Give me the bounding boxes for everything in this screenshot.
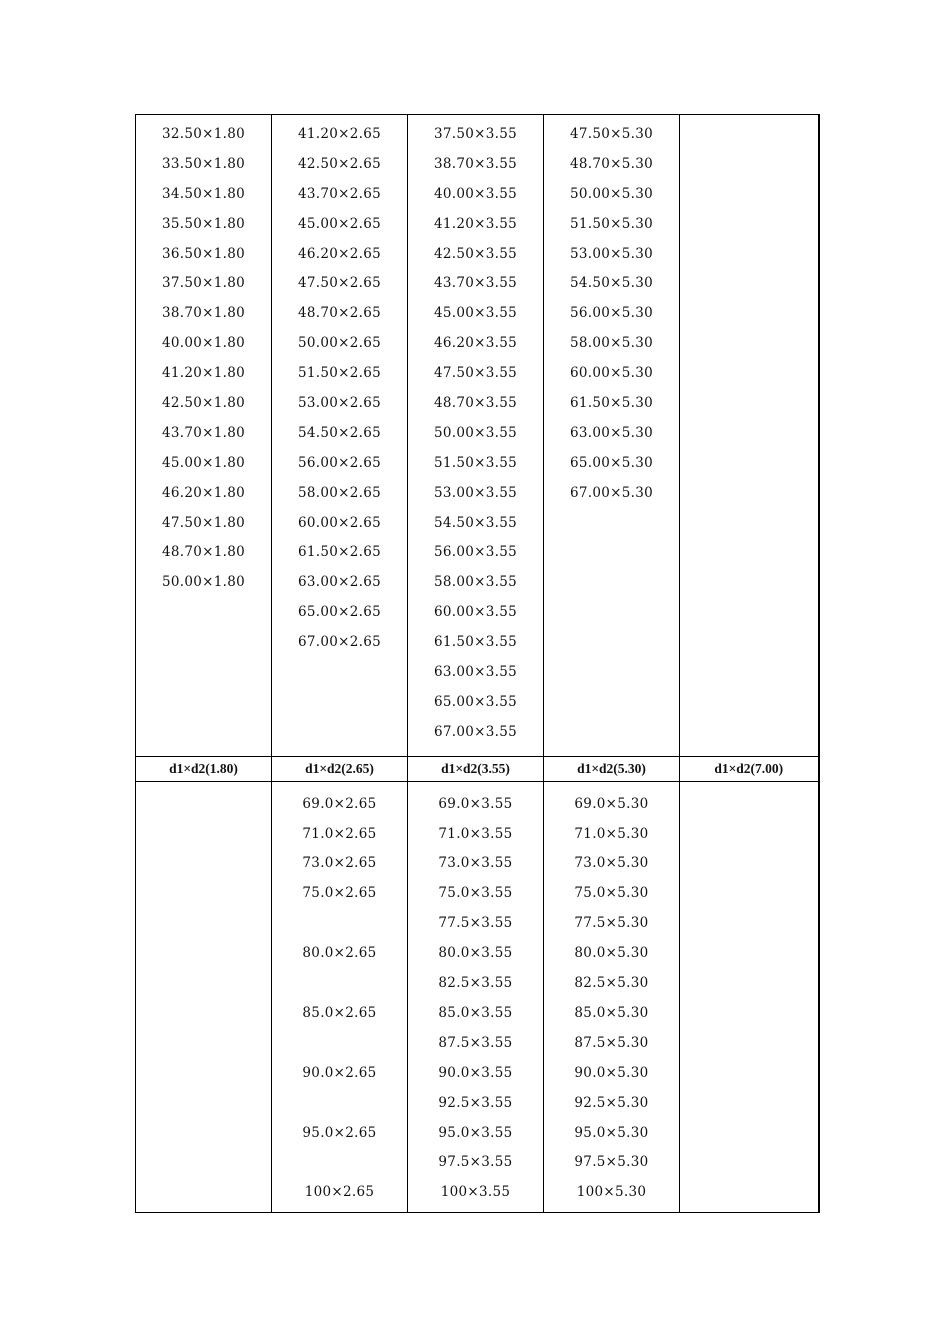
size-entry bbox=[680, 824, 818, 854]
size-entry: 36.50×1.80 bbox=[161, 245, 246, 262]
size-entry: 92.5×3.55 bbox=[438, 1094, 513, 1111]
size-entry: 67.00×2.65 bbox=[297, 634, 382, 651]
bottom-column-1.80 bbox=[136, 781, 272, 1212]
size-entry: 56.00×5.30 bbox=[569, 305, 654, 322]
size-entry: 77.5×5.30 bbox=[574, 915, 649, 932]
size-entry: 95.0×2.65 bbox=[302, 1124, 377, 1141]
size-entry bbox=[680, 1152, 818, 1182]
size-entry: 40.00×3.55 bbox=[433, 185, 518, 202]
size-entry: 58.00×2.65 bbox=[297, 484, 382, 501]
size-entry: 33.50×1.80 bbox=[161, 155, 246, 172]
size-entry bbox=[272, 1093, 407, 1123]
size-entry: 34.50×1.80 bbox=[161, 185, 246, 202]
size-entry bbox=[272, 1033, 407, 1063]
size-entry: 100×3.55 bbox=[440, 1184, 511, 1201]
header-cell: d1×d2(5.30) bbox=[544, 756, 680, 781]
size-entry bbox=[680, 943, 818, 973]
size-entry: 51.50×2.65 bbox=[297, 365, 382, 382]
size-entry bbox=[136, 824, 271, 854]
size-entry bbox=[680, 883, 818, 913]
header-cell: d1×d2(1.80) bbox=[136, 756, 272, 781]
size-entry: 46.20×3.55 bbox=[433, 335, 518, 352]
size-entry: 65.00×3.55 bbox=[433, 693, 518, 710]
size-entry bbox=[680, 1093, 818, 1123]
size-entry: 95.0×5.30 bbox=[574, 1124, 649, 1141]
size-entry: 90.0×5.30 bbox=[574, 1064, 649, 1081]
size-entry: 43.70×2.65 bbox=[297, 185, 382, 202]
size-entry: 50.00×2.65 bbox=[297, 335, 382, 352]
size-entry: 48.70×2.65 bbox=[297, 305, 382, 322]
size-entry: 60.00×5.30 bbox=[569, 365, 654, 382]
size-entry: 51.50×3.55 bbox=[433, 454, 518, 471]
size-entry bbox=[136, 913, 271, 943]
size-entry bbox=[680, 913, 818, 943]
size-entry: 60.00×3.55 bbox=[433, 604, 518, 621]
size-entry: 95.0×3.55 bbox=[438, 1124, 513, 1141]
size-entry bbox=[136, 1093, 271, 1123]
size-entry: 38.70×3.55 bbox=[433, 155, 518, 172]
size-entry: 97.5×5.30 bbox=[574, 1154, 649, 1171]
size-entry: 42.50×3.55 bbox=[433, 245, 518, 262]
size-entry: 54.50×3.55 bbox=[433, 514, 518, 531]
size-entry: 46.20×2.65 bbox=[297, 245, 382, 262]
size-entry bbox=[136, 943, 271, 973]
size-entry: 67.00×5.30 bbox=[569, 484, 654, 501]
size-entry: 35.50×1.80 bbox=[161, 215, 246, 232]
size-entry: 50.00×1.80 bbox=[161, 574, 246, 591]
size-entry bbox=[136, 973, 271, 1003]
size-entry: 71.0×3.55 bbox=[438, 825, 513, 842]
size-entry: 73.0×5.30 bbox=[574, 855, 649, 872]
size-entry: 45.00×3.55 bbox=[433, 305, 518, 322]
size-entry: 69.0×2.65 bbox=[302, 795, 377, 812]
size-entry: 87.5×5.30 bbox=[574, 1034, 649, 1051]
size-entry bbox=[136, 853, 271, 883]
size-entry: 85.0×5.30 bbox=[574, 1004, 649, 1021]
size-entry: 100×2.65 bbox=[304, 1184, 375, 1201]
bottom-column-2.65 bbox=[272, 781, 408, 1212]
top-column-7.00 bbox=[680, 115, 819, 757]
size-entry: 80.0×5.30 bbox=[574, 945, 649, 962]
size-entry bbox=[136, 1033, 271, 1063]
size-entry: 54.50×5.30 bbox=[569, 275, 654, 292]
bottom-column-5.30 bbox=[544, 781, 680, 1212]
size-entry: 69.0×5.30 bbox=[574, 795, 649, 812]
size-entry: 90.0×3.55 bbox=[438, 1064, 513, 1081]
size-entry: 71.0×5.30 bbox=[574, 825, 649, 842]
oring-size-table-page bbox=[135, 114, 818, 1213]
size-entry: 47.50×1.80 bbox=[161, 514, 246, 531]
size-entry: 82.5×5.30 bbox=[574, 975, 649, 992]
size-entry: 56.00×2.65 bbox=[297, 454, 382, 471]
size-entry: 48.70×1.80 bbox=[161, 544, 246, 561]
size-entry: 37.50×1.80 bbox=[161, 275, 246, 292]
size-entry: 92.5×5.30 bbox=[574, 1094, 649, 1111]
size-entry: 61.50×2.65 bbox=[297, 544, 382, 561]
size-entry: 100×5.30 bbox=[576, 1184, 647, 1201]
size-entry: 80.0×3.55 bbox=[438, 945, 513, 962]
top-column-5.30 bbox=[544, 115, 680, 757]
size-entry: 71.0×2.65 bbox=[302, 825, 377, 842]
size-entry: 90.0×2.65 bbox=[302, 1064, 377, 1081]
size-entry: 63.00×3.55 bbox=[433, 664, 518, 681]
size-entry bbox=[272, 1152, 407, 1182]
size-entry bbox=[680, 1033, 818, 1063]
top-section-row bbox=[136, 115, 819, 757]
size-entry: 42.50×2.65 bbox=[297, 155, 382, 172]
size-entry: 32.50×1.80 bbox=[161, 126, 246, 142]
header-cell: d1×d2(7.00) bbox=[680, 756, 819, 781]
size-entry: 58.00×3.55 bbox=[433, 574, 518, 591]
size-entry bbox=[136, 883, 271, 913]
size-entry: 77.5×3.55 bbox=[438, 915, 513, 932]
size-entry: 82.5×3.55 bbox=[438, 975, 513, 992]
size-entry: 45.00×1.80 bbox=[161, 454, 246, 471]
size-entry bbox=[136, 794, 271, 824]
size-entry: 53.00×2.65 bbox=[297, 395, 382, 412]
size-entry bbox=[680, 853, 818, 883]
size-entry: 60.00×2.65 bbox=[297, 514, 382, 531]
size-entry: 65.00×2.65 bbox=[297, 604, 382, 621]
size-entry bbox=[136, 1063, 271, 1093]
size-entry: 41.20×3.55 bbox=[433, 215, 518, 232]
size-entry: 50.00×3.55 bbox=[433, 424, 518, 441]
bottom-column-7.00 bbox=[680, 781, 819, 1212]
size-entry: 63.00×2.65 bbox=[297, 574, 382, 591]
size-entry: 53.00×5.30 bbox=[569, 245, 654, 262]
size-entry: 73.0×3.55 bbox=[438, 855, 513, 872]
size-entry: 61.50×5.30 bbox=[569, 395, 654, 412]
size-entry: 41.20×1.80 bbox=[161, 365, 246, 382]
size-entry bbox=[680, 973, 818, 1003]
size-entry bbox=[680, 1182, 818, 1212]
size-entry bbox=[680, 1123, 818, 1153]
size-entry bbox=[272, 973, 407, 1003]
size-entry: 53.00×3.55 bbox=[433, 484, 518, 501]
size-entry: 46.20×1.80 bbox=[161, 484, 246, 501]
header-cell: d1×d2(2.65) bbox=[272, 756, 408, 781]
size-entry: 56.00×3.55 bbox=[433, 544, 518, 561]
header-cell: d1×d2(3.55) bbox=[408, 756, 544, 781]
size-entry: 54.50×2.65 bbox=[297, 424, 382, 441]
top-column-3.55 bbox=[408, 115, 544, 757]
size-entry bbox=[136, 1152, 271, 1182]
size-entry: 37.50×3.55 bbox=[433, 126, 518, 142]
size-entry: 65.00×5.30 bbox=[569, 454, 654, 471]
size-entry bbox=[680, 1063, 818, 1093]
size-entry: 73.0×2.65 bbox=[302, 855, 377, 872]
size-entry: 69.0×3.55 bbox=[438, 795, 513, 812]
size-entry: 40.00×1.80 bbox=[161, 335, 246, 352]
bottom-column-3.55 bbox=[408, 781, 544, 1212]
size-entry: 43.70×1.80 bbox=[161, 424, 246, 441]
size-entry: 42.50×1.80 bbox=[161, 395, 246, 412]
size-entry: 48.70×3.55 bbox=[433, 395, 518, 412]
header-row bbox=[136, 756, 819, 781]
size-entry: 75.0×2.65 bbox=[302, 885, 377, 902]
size-entry bbox=[272, 913, 407, 943]
size-entry: 85.0×2.65 bbox=[302, 1004, 377, 1021]
size-entry: 97.5×3.55 bbox=[438, 1154, 513, 1171]
size-entry: 43.70×3.55 bbox=[433, 275, 518, 292]
size-entry: 47.50×5.30 bbox=[569, 126, 654, 142]
size-entry bbox=[136, 1003, 271, 1033]
size-entry: 47.50×2.65 bbox=[297, 275, 382, 292]
size-entry: 87.5×3.55 bbox=[438, 1034, 513, 1051]
size-entry bbox=[680, 794, 818, 824]
oring-size-table bbox=[135, 114, 820, 1213]
size-entry bbox=[136, 1182, 271, 1212]
size-entry: 61.50×3.55 bbox=[433, 634, 518, 651]
size-entry: 67.00×3.55 bbox=[433, 723, 518, 740]
size-entry bbox=[136, 1123, 271, 1153]
size-entry: 80.0×2.65 bbox=[302, 945, 377, 962]
size-entry: 47.50×3.55 bbox=[433, 365, 518, 382]
size-entry: 58.00×5.30 bbox=[569, 335, 654, 352]
top-column-1.80 bbox=[136, 115, 272, 757]
size-entry: 51.50×5.30 bbox=[569, 215, 654, 232]
size-entry: 50.00×5.30 bbox=[569, 185, 654, 202]
size-entry: 38.70×1.80 bbox=[161, 305, 246, 322]
size-entry bbox=[680, 1003, 818, 1033]
size-entry: 48.70×5.30 bbox=[569, 155, 654, 172]
size-entry: 45.00×2.65 bbox=[297, 215, 382, 232]
size-entry: 63.00×5.30 bbox=[569, 424, 654, 441]
top-column-2.65 bbox=[272, 115, 408, 757]
size-entry: 75.0×5.30 bbox=[574, 885, 649, 902]
size-entry: 75.0×3.55 bbox=[438, 885, 513, 902]
bottom-section-row bbox=[136, 781, 819, 1212]
size-entry: 85.0×3.55 bbox=[438, 1004, 513, 1021]
size-entry: 41.20×2.65 bbox=[297, 126, 382, 142]
